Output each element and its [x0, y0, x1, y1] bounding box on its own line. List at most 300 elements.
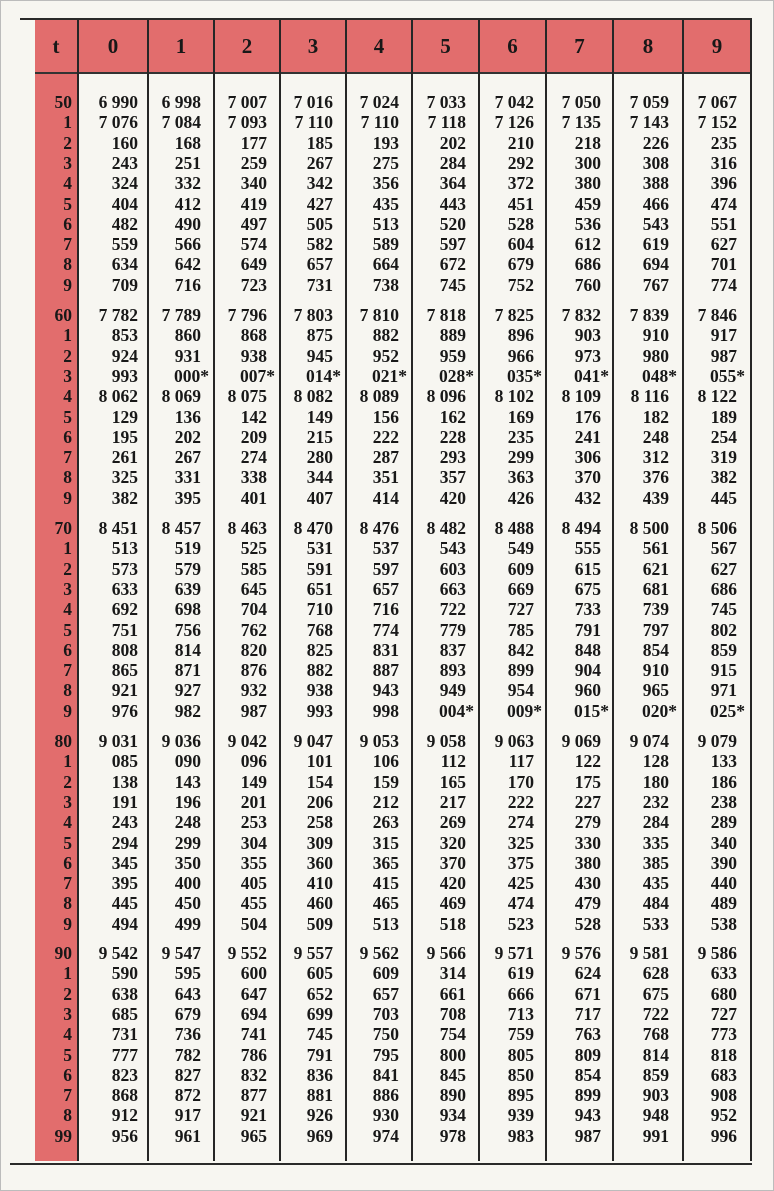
table-cell: 652 [306, 983, 333, 1004]
bottom-rule [10, 1163, 752, 1165]
table-cell: 129 [111, 406, 138, 427]
table-cell: 998 [372, 700, 399, 721]
table-cell: 6 998 [161, 92, 201, 112]
table-row [0, 833, 774, 853]
row-t-label: 1 [63, 751, 72, 772]
table-row [0, 92, 774, 112]
table-cell: 513 [372, 213, 399, 234]
table-cell: 274 [240, 447, 267, 468]
table-cell: 041* [574, 365, 609, 386]
table-row [0, 893, 774, 913]
table-cell: 232 [642, 791, 669, 812]
table-cell: 536 [574, 213, 601, 234]
table-cell: 952 [710, 1105, 737, 1126]
table-cell: 248 [642, 426, 669, 447]
table-cell: 028* [439, 365, 474, 386]
table-row [0, 1105, 774, 1125]
table-cell: 248 [174, 812, 201, 833]
table-cell: 330 [574, 832, 601, 853]
table-cell: 865 [111, 660, 138, 681]
table-cell: 128 [642, 751, 669, 772]
table-cell: 261 [111, 447, 138, 468]
table-cell: 741 [240, 1024, 267, 1045]
table-cell: 708 [439, 1003, 466, 1024]
table-cell: 932 [240, 680, 267, 701]
table-cell: 8 457 [161, 518, 201, 538]
table-cell: 868 [111, 1085, 138, 1106]
table-cell: 974 [372, 1125, 399, 1146]
table-cell: 8 116 [630, 386, 669, 407]
table-cell: 7 110 [360, 112, 399, 133]
table-cell: 133 [710, 751, 737, 772]
table-cell: 930 [372, 1105, 399, 1126]
row-t-label: 60 [54, 305, 72, 325]
table-cell: 117 [508, 751, 534, 772]
table-cell: 025* [710, 700, 745, 721]
table-cell: 518 [439, 913, 466, 934]
table-cell: 814 [642, 1044, 669, 1065]
row-group [0, 731, 774, 934]
header-digit-1: 1 [175, 34, 187, 58]
row-t-label: 9 [63, 913, 72, 934]
table-cell: 679 [507, 254, 534, 275]
table-cell: 412 [174, 193, 201, 214]
table-cell: 048* [642, 365, 677, 386]
table-cell: 597 [372, 558, 399, 579]
table-cell: 745 [439, 274, 466, 295]
table-cell: 680 [710, 983, 737, 1004]
table-row [0, 579, 774, 599]
table-cell: 938 [306, 680, 333, 701]
table-cell: 675 [642, 983, 669, 1004]
row-t-label: 5 [63, 193, 72, 214]
table-row [0, 1085, 774, 1105]
table-cell: 993 [306, 700, 333, 721]
row-t-label: 90 [54, 943, 72, 963]
table-cell: 292 [507, 152, 534, 173]
table-cell: 8 494 [561, 518, 601, 538]
table-cell: 760 [574, 274, 601, 295]
table-cell: 259 [240, 152, 267, 173]
table-cell: 345 [111, 852, 138, 873]
table-cell: 845 [439, 1064, 466, 1085]
table-cell: 142 [240, 406, 267, 427]
table-cell: 615 [574, 558, 601, 579]
table-cell: 382 [111, 487, 138, 508]
table-cell: 474 [710, 193, 737, 214]
table-cell: 267 [306, 152, 333, 173]
table-cell: 7 782 [98, 305, 138, 325]
table-cell: 619 [507, 963, 534, 984]
table-cell: 390 [710, 852, 737, 873]
table-cell: 235 [710, 132, 737, 153]
row-t-label: 8 [63, 893, 72, 914]
table-cell: 890 [439, 1085, 466, 1106]
table-cell: 9 042 [227, 731, 267, 751]
table-cell: 893 [439, 660, 466, 681]
table-cell: 138 [111, 771, 138, 792]
row-t-label: 8 [63, 467, 72, 488]
table-cell: 991 [642, 1125, 669, 1146]
table-cell: 427 [306, 193, 333, 214]
table-cell: 176 [574, 406, 601, 427]
table-cell: 385 [642, 852, 669, 873]
table-cell: 004* [439, 700, 474, 721]
table-cell: 915 [710, 660, 737, 681]
table-cell: 7 839 [629, 305, 669, 325]
table-cell: 881 [306, 1085, 333, 1106]
table-cell: 9 552 [227, 943, 267, 963]
table-cell: 612 [574, 234, 601, 255]
table-cell: 685 [111, 1003, 138, 1024]
table-cell: 7 024 [359, 92, 399, 112]
table-cell: 910 [642, 660, 669, 681]
table-cell: 365 [372, 852, 399, 873]
table-cell: 8 470 [293, 518, 333, 538]
table-cell: 9 571 [494, 943, 534, 963]
table-cell: 106 [372, 751, 399, 772]
table-cell: 657 [306, 254, 333, 275]
table-cell: 191 [111, 791, 138, 812]
table-cell: 716 [372, 599, 399, 620]
table-cell: 7 143 [629, 112, 669, 133]
table-cell: 805 [507, 1044, 534, 1065]
table-cell: 7 796 [227, 305, 267, 325]
table-cell: 405 [240, 873, 267, 894]
table-cell: 699 [306, 1003, 333, 1024]
table-cell: 251 [174, 152, 201, 173]
row-t-label: 5 [63, 406, 72, 427]
table-cell: 7 789 [161, 305, 201, 325]
table-cell: 853 [111, 325, 138, 346]
row-t-label: 4 [63, 599, 72, 620]
table-cell: 722 [439, 599, 466, 620]
table-cell: 122 [574, 751, 601, 772]
row-t-label: 7 [63, 873, 72, 894]
table-cell: 469 [439, 893, 466, 914]
table-cell: 169 [507, 406, 534, 427]
table-cell: 795 [372, 1044, 399, 1065]
table-row [0, 873, 774, 893]
table-cell: 8 506 [697, 518, 737, 538]
table-cell: 903 [574, 325, 601, 346]
table-cell: 609 [507, 558, 534, 579]
table-row [0, 599, 774, 619]
table-cell: 020* [642, 700, 677, 721]
table-cell: 8 122 [697, 386, 737, 407]
table-cell: 253 [240, 812, 267, 833]
table-cell: 344 [306, 467, 333, 488]
table-row [0, 792, 774, 812]
table-cell: 8 102 [494, 386, 534, 407]
table-cell: 818 [710, 1044, 737, 1065]
table-cell: 9 036 [161, 731, 201, 751]
table-cell: 559 [111, 234, 138, 255]
table-cell: 643 [174, 983, 201, 1004]
table-cell: 455 [240, 893, 267, 914]
row-t-label: 7 [63, 1085, 72, 1106]
row-t-label: 7 [63, 660, 72, 681]
table-cell: 808 [111, 639, 138, 660]
table-cell: 717 [574, 1003, 601, 1024]
table-cell: 289 [710, 812, 737, 833]
table-cell: 938 [240, 345, 267, 366]
header-t-label: t [52, 34, 60, 58]
table-cell: 649 [240, 254, 267, 275]
table-cell: 209 [240, 426, 267, 447]
table-row [0, 194, 774, 214]
table-cell: 195 [111, 426, 138, 447]
table-cell: 566 [174, 234, 201, 255]
row-t-label: 2 [63, 132, 72, 153]
header-digit-6: 6 [507, 34, 518, 58]
table-cell: 280 [306, 447, 333, 468]
table-cell: 987 [574, 1125, 601, 1146]
row-t-label: 5 [63, 1044, 72, 1065]
table-cell: 520 [439, 213, 466, 234]
table-cell: 450 [174, 893, 201, 914]
table-cell: 960 [574, 680, 601, 701]
table-cell: 238 [710, 791, 737, 812]
table-cell: 513 [372, 913, 399, 934]
table-cell: 639 [174, 578, 201, 599]
table-cell: 243 [111, 812, 138, 833]
table-cell: 395 [111, 873, 138, 894]
table-cell: 966 [507, 345, 534, 366]
table-cell: 218 [574, 132, 601, 153]
table-row [0, 214, 774, 234]
row-t-label: 99 [54, 1125, 72, 1146]
table-row [0, 488, 774, 508]
table-cell: 738 [372, 274, 399, 295]
table-cell: 666 [507, 983, 534, 1004]
table-cell: 739 [642, 599, 669, 620]
table-cell: 035* [507, 365, 542, 386]
table-cell: 597 [439, 234, 466, 255]
row-t-label: 2 [63, 983, 72, 1004]
row-t-label: 6 [63, 852, 72, 873]
table-cell: 854 [642, 639, 669, 660]
table-row [0, 407, 774, 427]
table-cell: 308 [642, 152, 669, 173]
table-cell: 600 [240, 963, 267, 984]
row-t-label: 3 [63, 365, 72, 386]
table-cell: 7 007 [227, 92, 267, 112]
table-row [0, 386, 774, 406]
table-cell: 7 093 [227, 112, 267, 133]
row-t-label: 3 [63, 152, 72, 173]
table-cell: 509 [306, 913, 333, 934]
table-cell: 484 [642, 893, 669, 914]
table-row [0, 467, 774, 487]
table-cell: 315 [372, 832, 399, 853]
row-t-label: 3 [63, 791, 72, 812]
table-cell: 931 [174, 345, 201, 366]
table-cell: 9 542 [98, 943, 138, 963]
table-cell: 591 [306, 558, 333, 579]
table-cell: 694 [642, 254, 669, 275]
table-cell: 300 [574, 152, 601, 173]
table-cell: 375 [507, 852, 534, 873]
table-cell: 101 [306, 751, 333, 772]
table-cell: 8 500 [629, 518, 669, 538]
table-cell: 910 [642, 325, 669, 346]
table-cell: 401 [240, 487, 267, 508]
table-cell: 934 [439, 1105, 466, 1126]
table-cell: 325 [111, 467, 138, 488]
table-cell: 754 [439, 1024, 466, 1045]
table-cell: 924 [111, 345, 138, 366]
table-cell: 370 [574, 467, 601, 488]
table-cell: 7 810 [359, 305, 399, 325]
table-cell: 9 053 [359, 731, 399, 751]
table-cell: 908 [710, 1085, 737, 1106]
header-digit-2: 2 [241, 34, 253, 58]
table-cell: 482 [111, 213, 138, 234]
table-cell: 791 [574, 619, 601, 640]
table-cell: 756 [174, 619, 201, 640]
table-cell: 628 [642, 963, 669, 984]
table-cell: 7 832 [561, 305, 601, 325]
table-cell: 007* [240, 365, 275, 386]
row-group [0, 305, 774, 508]
row-group [0, 518, 774, 721]
table-cell: 609 [372, 963, 399, 984]
table-cell: 263 [372, 812, 399, 833]
table-cell: 868 [240, 325, 267, 346]
table-cell: 871 [174, 660, 201, 681]
table-row [0, 772, 774, 792]
row-t-label: 1 [63, 325, 72, 346]
table-cell: 309 [306, 832, 333, 853]
table-cell: 505 [306, 213, 333, 234]
table-row [0, 234, 774, 254]
table-cell: 513 [111, 538, 138, 559]
table-cell: 537 [372, 538, 399, 559]
row-t-label: 7 [63, 234, 72, 255]
table-cell: 917 [174, 1105, 201, 1126]
table-cell: 8 463 [227, 518, 267, 538]
row-t-label: 2 [63, 558, 72, 579]
table-cell: 927 [174, 680, 201, 701]
table-cell: 814 [174, 639, 201, 660]
table-cell: 965 [642, 680, 669, 701]
table-row [0, 1024, 774, 1044]
table-cell: 519 [174, 538, 201, 559]
table-row [0, 559, 774, 579]
table-cell: 633 [111, 578, 138, 599]
table-cell: 445 [710, 487, 737, 508]
table-cell: 021* [372, 365, 407, 386]
table-cell: 466 [642, 193, 669, 214]
table-cell: 228 [439, 426, 466, 447]
table-row [0, 427, 774, 447]
table-cell: 7 126 [494, 112, 534, 133]
table-cell: 733 [574, 599, 601, 620]
table-cell: 420 [439, 487, 466, 508]
table-cell: 543 [439, 538, 466, 559]
table-row [0, 153, 774, 173]
table-cell: 762 [240, 619, 267, 640]
table-cell: 355 [240, 852, 267, 873]
table-cell: 340 [710, 832, 737, 853]
table-cell: 848 [574, 639, 601, 660]
table-row [0, 680, 774, 700]
row-t-label: 80 [54, 731, 72, 751]
table-cell: 177 [240, 132, 267, 153]
table-cell: 980 [642, 345, 669, 366]
table-cell: 9 074 [629, 731, 669, 751]
table-cell: 217 [439, 791, 466, 812]
table-cell: 425 [507, 873, 534, 894]
table-cell: 679 [174, 1003, 201, 1024]
table-cell: 222 [372, 426, 399, 447]
table-cell: 774 [372, 619, 399, 640]
table-cell: 432 [574, 487, 601, 508]
table-cell: 621 [642, 558, 669, 579]
table-cell: 299 [507, 447, 534, 468]
table-cell: 185 [306, 132, 333, 153]
table-cell: 895 [507, 1085, 534, 1106]
table-cell: 325 [507, 832, 534, 853]
table-cell: 669 [507, 578, 534, 599]
table-cell: 627 [710, 234, 737, 255]
table-cell: 180 [642, 771, 669, 792]
table-cell: 284 [439, 152, 466, 173]
table-cell: 206 [306, 791, 333, 812]
header-digit-7: 7 [574, 34, 585, 58]
table-cell: 751 [111, 619, 138, 640]
row-t-label: 6 [63, 1064, 72, 1085]
table-cell: 497 [240, 213, 267, 234]
table-cell: 887 [372, 660, 399, 681]
table-cell: 8 451 [98, 518, 138, 538]
table-cell: 603 [439, 558, 466, 579]
table-cell: 504 [240, 913, 267, 934]
table-cell: 267 [174, 447, 201, 468]
row-t-label: 3 [63, 578, 72, 599]
table-cell: 202 [174, 426, 201, 447]
table-cell: 9 576 [561, 943, 601, 963]
table-cell: 380 [574, 852, 601, 873]
table-cell: 752 [507, 274, 534, 295]
table-cell: 882 [306, 660, 333, 681]
table-cell: 279 [574, 812, 601, 833]
table-cell: 791 [306, 1044, 333, 1065]
table-cell: 465 [372, 893, 399, 914]
table-cell: 388 [642, 173, 669, 194]
table-cell: 773 [710, 1024, 737, 1045]
table-cell: 709 [111, 274, 138, 295]
table-cell: 523 [507, 913, 534, 934]
table-cell: 903 [642, 1085, 669, 1106]
table-cell: 168 [174, 132, 201, 153]
table-cell: 350 [174, 852, 201, 873]
table-cell: 638 [111, 983, 138, 1004]
table-cell: 590 [111, 963, 138, 984]
table-row [0, 1045, 774, 1065]
table-cell: 531 [306, 538, 333, 559]
table-cell: 395 [174, 487, 201, 508]
table-cell: 797 [642, 619, 669, 640]
table-cell: 889 [439, 325, 466, 346]
table-cell: 342 [306, 173, 333, 194]
table-cell: 802 [710, 619, 737, 640]
header-digit-9: 9 [711, 34, 723, 58]
table-cell: 624 [574, 963, 601, 984]
table-cell: 414 [372, 487, 399, 508]
table-cell: 954 [507, 680, 534, 701]
